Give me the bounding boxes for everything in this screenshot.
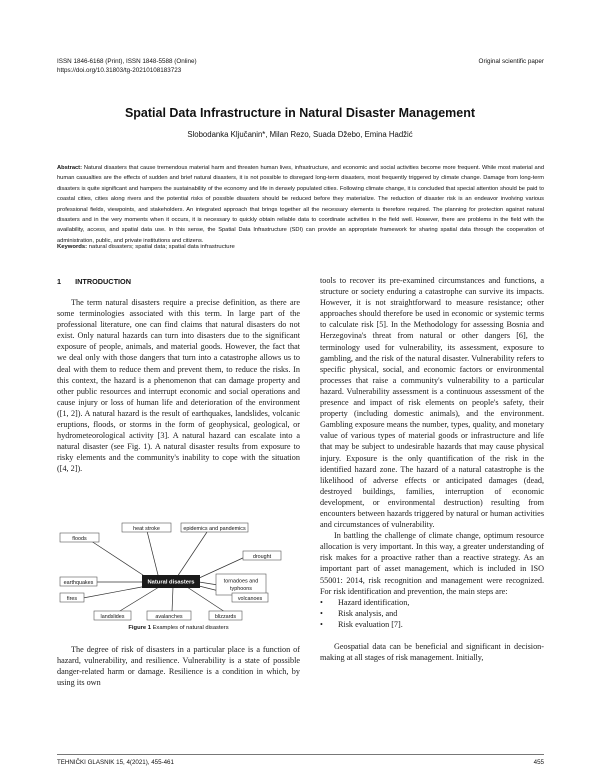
- node-drought: drought: [252, 553, 272, 560]
- connector-line: [177, 532, 207, 577]
- intro-paragraph-2: The degree of risk of disasters in a particular place is a function of hazard, vulnerability, and resilience. Vulnerability is a state of possible danger-related harm or damage. Resilience is a condition in which, by using its own: [57, 645, 300, 688]
- keywords-text: natural disasters; spatial data; spatial data infrastructure: [88, 244, 235, 250]
- node-landslides: landslides: [100, 613, 125, 620]
- node-blizzards: blizzards: [214, 613, 237, 620]
- list-item: • Risk analysis, and: [320, 608, 544, 619]
- paper-type: Original scientific paper: [478, 58, 544, 65]
- left-column-bottom: [57, 644, 300, 688]
- node-volcanoes: volcanoes: [237, 595, 263, 602]
- connector-line: [199, 582, 218, 585]
- node-heat-stroke: heat stroke: [133, 525, 160, 532]
- footer-journal: TEHNIČKI GLASNIK 15, 4(2021), 455-461: [57, 759, 174, 766]
- right-column: [320, 275, 544, 663]
- figure-1: [57, 520, 300, 622]
- footer-page-number: 455: [533, 759, 544, 766]
- node-avalanches: avalanches: [155, 613, 183, 620]
- section-title: INTRODUCTION: [75, 277, 132, 286]
- footer-rule: [57, 754, 544, 755]
- section-heading: [57, 277, 131, 286]
- node-typhoons: typhoons: [230, 586, 252, 592]
- figure-caption: [57, 625, 300, 631]
- natural-disasters-diagram: [57, 520, 300, 622]
- node-fires: fires: [66, 595, 78, 602]
- node-tornadoes: tornadoes and: [223, 578, 259, 585]
- right-paragraph-2: In battling the challenge of climate change, optimum resource allocation is very important. In this way, a greater understanding of risk makes for a proactive rather than a reactive strategy. As an important part of asset management, which is included in ISO 55001: 2014, risk recognition and management were recognized. For risk identification and prevention, the main steps are:: [320, 531, 544, 596]
- abstract: [57, 163, 544, 246]
- center-node-label: Natural disasters: [147, 579, 195, 586]
- list-item: • Risk evaluation [7].: [320, 619, 544, 630]
- node-earthquakes: earthquakes: [63, 579, 94, 586]
- keywords-label: Keywords:: [57, 244, 88, 250]
- connector-line: [172, 587, 173, 612]
- intro-paragraph-1: The term natural disasters require a precise definition, as there are some terminologies associated with this term. In large part of the professional literature, one can find claims that natural disasters do not exist. Only natural hazards can turn into disasters due to the significant exposure of people, animals, and material goods. However, the fact that we deal only with those dangers that turn into a catastrophe allows us to deal with them to reduce them and prevent them, to reduce the risks. In this context, the hazard is a phenomenon that can damage property and other public resources and interrupt economic and social operations and cause injury or loss of human life and deterioration of the environment ([1, 2]). A natural hazard is the result of earthquakes, landslides, volcanic eruptions, floods, or storms in the form of geophysical, geological, or hydrometeorological activity [3]. A natural hazard can escalate into a natural disaster (see Fig. 1). A natural disaster results from exposure to risky elements and the community's inability to cope with the situation ([4, 2]).: [57, 298, 300, 474]
- node-epidemics: epidemics and pandemics: [183, 525, 246, 532]
- issn-line: ISSN 1846-6168 (Print), ISSN 1848-5588 (Online): [57, 58, 197, 65]
- list-item: • Hazard identification,: [320, 597, 544, 608]
- figure-caption-label: Figure 1: [128, 625, 151, 631]
- right-paragraph-1: tools to recover its pre-examined circumstances and functions, a structure or society enduring a catastrophe can survive its impacts. However, it is not straightforward to measure resistance; other approaches should therefore be used in economic or systemic terms to calculate risk [5]. In the Methodology for assessing Bosnia and Herzegovina's threat from natural or other dangers [6], the terminology used for vulnerability, its assessment, exposure to gambling, and the risk of the natural disaster. Vulnerability refers to specific physical, social, and economic factors or environmental processes that raise a community's vulnerability to a particular hazard. Vulnerability assessment is a continuous assessment of the presence and impact of risk elements on people's safety, their property (including domestic animals), and the environment. Gambling exposure means the number, types, quality, and monetary value of various types of material goods or infrastructure and life that may be subject to undesirable hazards that may cause physical injury. Exposure is the only quantification of the risk in the identified hazard zone. The hazard of a natural catastrophe is the likelihood of adverse effects or anticipated damages (dead, destroyed buildings, families, interruption of economic development, or environmental destruction) resulting from encounters between hazards triggered by natural or human activities and circumstances of vulnerability.: [320, 276, 544, 530]
- risk-steps-list: [320, 597, 544, 630]
- doi-link[interactable]: https://doi.org/10.31803/tg-20210108183723: [57, 67, 182, 74]
- node-floods: floods: [72, 535, 87, 542]
- connector-line: [85, 537, 149, 579]
- right-paragraph-3: Geospatial data can be beneficial and significant in decision-making at all stages of risk management. Initially,: [320, 642, 544, 663]
- paper-title: Spatial Data Infrastructure in Natural Disaster Management: [124, 106, 476, 120]
- abstract-text: Natural disasters that cause tremendous material harm and threaten human lives, infrastructure, and economic and social activities become more frequent. While most material and human casualties are the effects of sudden and brief natural disasters, it is not possible to disregard long-term disasters, most frequently triggered by climate change. Damage from long-term disasters is quite significant and hampers the sustainability of the economy and life in densely populated cities. Following climate change, it is concluded that special attention should be paid to coastal cities, cities along rivers and the potential risks of possible disasters should be reduced before they materialize. The reduction of disaster risk is an endeavor involving various professional fields, viewpoints, and stakeholders. An integrated approach that brings together all the necessary elements is therefore required. The planning for protection against natural disasters and in the very moments when it occurs, it is necessary to quickly obtain reliable data to coordinate activities in the field well. However, there are problems in the field with the availability, access, and spatial data use. In this sense, the Spatial Data Infrastructure (SDI) can provide an appropriate framework for sharing spatial data through the cooperation of administration, public, and private institutions and citizens.: [57, 165, 544, 244]
- connector-line: [83, 586, 147, 598]
- keywords: [57, 244, 235, 250]
- author-list: Slobodanka Ključanin*, Milan Rezo, Suada Džebo, Emina Hadžić: [187, 130, 413, 139]
- abstract-label: Abstract:: [57, 165, 82, 171]
- section-number: 1: [57, 277, 62, 286]
- figure-caption-text: Examples of natural disasters: [152, 625, 229, 631]
- left-column-top: [57, 297, 300, 475]
- connector-line: [147, 531, 159, 579]
